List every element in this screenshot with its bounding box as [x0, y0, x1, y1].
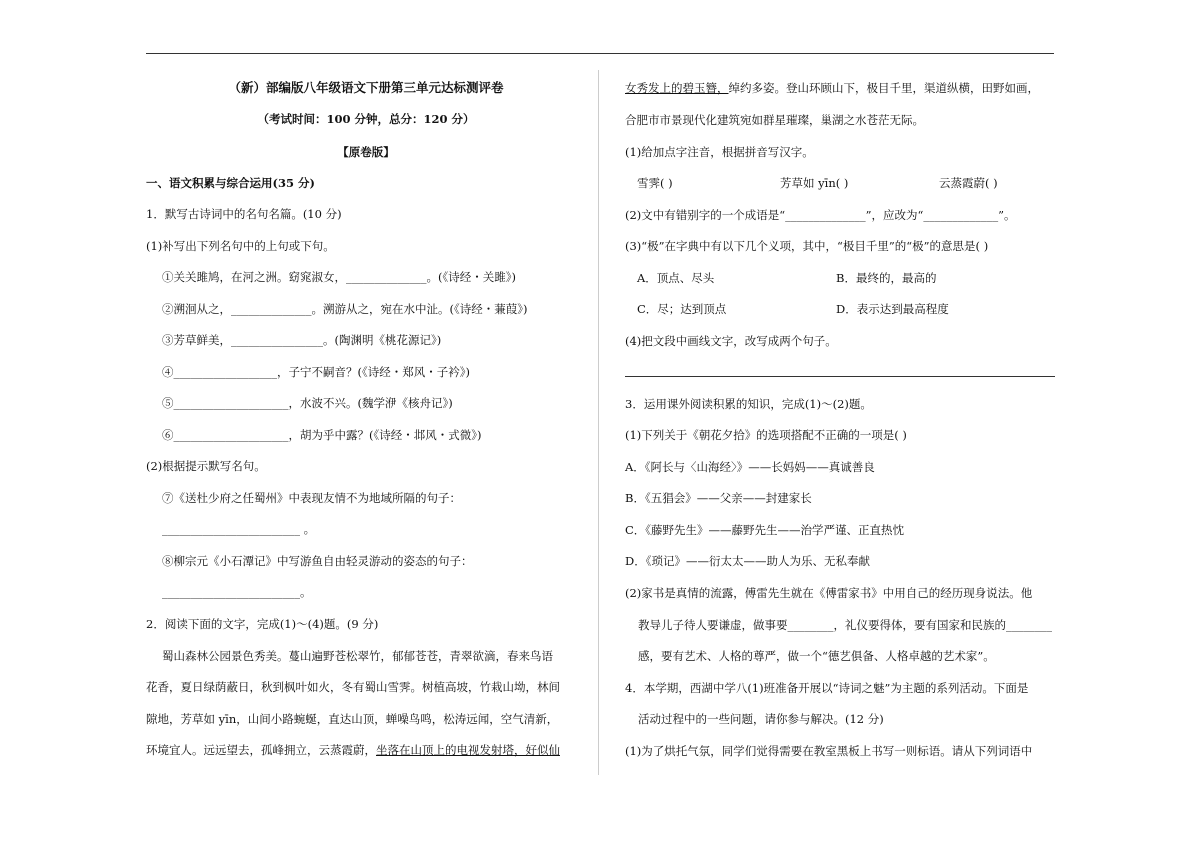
underlined-text: 女秀发上的碧玉簪， — [625, 81, 729, 95]
question-item: ③芳草鲜美，________________。(陶渊明《桃花源记》) — [162, 333, 442, 347]
passage-text: 环境宜人。远远望去，孤峰拥立，云蒸霞蔚， — [146, 743, 376, 757]
question-4-part-1: (1)为了烘托气氛，同学们觉得需要在教室黑板上书写一则标语。请从下列词语中 — [625, 744, 1033, 758]
answer-blank: ________________________ 。 — [162, 522, 316, 536]
option-a: A．顶点、尽头 — [637, 271, 715, 285]
pinyin-item: 雪霁( ) — [637, 176, 673, 190]
question-2-part-3: (3)“极”在字典中有以下几个义项，其中，“极目千里”的“极”的意思是( ) — [625, 239, 989, 253]
question-2-part-2: (2)文中有错别字的一个成语是“______________”，应改为“_____________”。 — [625, 208, 1016, 222]
passage-text: 绰约多姿。登山环顾山下，极目千里，渠道纵横，田野如画， — [728, 81, 1039, 95]
answer-line — [625, 376, 1055, 377]
passage-line — [146, 742, 560, 758]
pinyin-item: 云蒸霞蔚( ) — [939, 176, 998, 190]
option-b: B．《五猖会》——父亲——封建家长 — [625, 491, 812, 505]
passage-line — [625, 80, 1039, 96]
question-item: ⑧柳宗元《小石潭记》中写游鱼自由轻灵游动的姿态的句子： — [162, 554, 473, 568]
question-1: 1．默写古诗词中的名句名篇。(10 分) — [146, 207, 342, 221]
option-d: D．表示达到最高程度 — [836, 302, 949, 316]
question-3-part-1: (1)下列关于《朝花夕拾》的选项搭配不正确的一项是( ) — [625, 428, 907, 442]
question-2-part-1: (1)给加点字注音，根据拼音写汉字。 — [625, 145, 814, 159]
question-1-part-1: (1)补写出下列名句中的上句或下句。 — [146, 239, 335, 253]
pinyin-item: 芳草如 yīn( ) — [780, 176, 849, 190]
question-2-part-4: (4)把文段中画线文字，改写成两个句子。 — [625, 334, 837, 348]
exam-subtitle: （考试时间：100 分钟，总分：120 分） — [257, 112, 475, 126]
question-text: 教导儿子待人要谦虚，做事要________，礼仪要得体，要有国家和民族的________ — [638, 618, 1052, 632]
answer-blank: ________________________。 — [162, 585, 312, 599]
passage-line: 合肥市市景现代化建筑宛如群星璀璨，巢湖之水苍茫无际。 — [625, 113, 924, 127]
question-item: ⑥____________________，胡为乎中露？(《诗经・邶风・式微》) — [162, 428, 482, 442]
option-d: D．《琐记》——衍太太——助人为乐、无私奉献 — [625, 554, 870, 568]
passage-line: 花香，夏日绿荫蔽日，秋到枫叶如火，冬有蜀山雪霁。树植高坡，竹栽山坳，林间 — [146, 680, 560, 694]
exam-title: （新）部编版八年级语文下册第三单元达标测评卷 — [228, 80, 504, 95]
question-2: 2．阅读下面的文字，完成(1)～(4)题。(9 分) — [146, 617, 379, 631]
question-item: ②溯洄从之，______________。溯游从之，宛在水中沚。(《诗经・蒹葭》) — [162, 302, 528, 316]
passage-line: 隙地，芳草如 yīn，山间小路蜿蜒，直达山顶，蝉噪鸟鸣，松涛远闻，空气清新， — [146, 712, 559, 726]
option-b: B．最终的，最高的 — [836, 271, 937, 285]
question-1-part-2: (2)根据提示默写名句。 — [146, 459, 266, 473]
question-3: 3．运用课外阅读积累的知识，完成(1)～(2)题。 — [625, 397, 872, 411]
option-a: A．《阿长与〈山海经〉》——长妈妈——真诚善良 — [625, 460, 875, 474]
question-item: ⑤____________________，水波不兴。(魏学洢《核舟记》) — [162, 396, 453, 410]
column-divider — [598, 70, 599, 775]
question-item: ①关关雎鸠，在河之洲。窈窕淑女，______________。(《诗经・关雎》) — [162, 270, 516, 284]
section-heading: 一、语文积累与综合运用(35 分) — [146, 176, 315, 190]
question-text: 感，要有艺术、人格的尊严，做一个“德艺俱备、人格卓越的艺术家”。 — [638, 649, 995, 663]
passage-line: 蜀山森林公园景色秀美。蔓山遍野苍松翠竹，郁郁苍苍，青翠欲滴，春来鸟语 — [162, 649, 553, 663]
question-4: 4．本学期，西湖中学八(1)班准备开展以“诗词之魅”为主题的系列活动。下面是 — [625, 681, 1029, 695]
question-3-part-2: (2)家书是真情的流露，傅雷先生就在《傅雷家书》中用自己的经历现身说法。他 — [625, 586, 1033, 600]
option-c: C．《藤野先生》——藤野先生——治学严谨、正直热忱 — [625, 523, 905, 537]
question-item: ⑦《送杜少府之任蜀州》中表现友情不为地域所隔的句子： — [162, 491, 461, 505]
exam-version: 【原卷版】 — [337, 145, 395, 159]
header-rule — [146, 53, 1054, 54]
option-c: C．尽；达到顶点 — [637, 302, 727, 316]
underlined-text: 坐落在山顶上的电视发射塔，好似仙 — [376, 743, 560, 757]
question-text: 活动过程中的一些问题，请你参与解决。(12 分) — [638, 712, 884, 726]
question-item: ④__________________，子宁不嗣音？(《诗经・郑风・子衿》) — [162, 365, 470, 379]
